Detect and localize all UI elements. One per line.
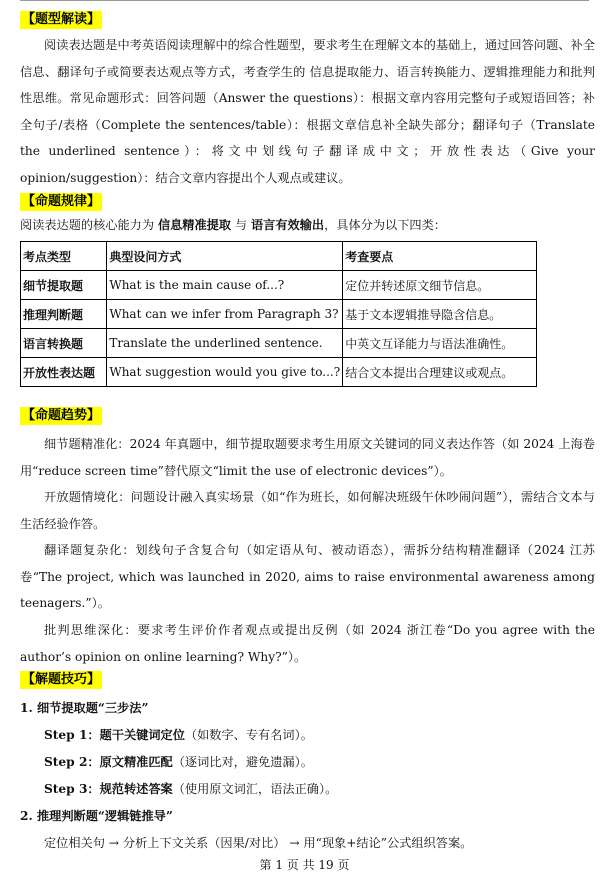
step-key: 原文精准匹配 [99,755,173,769]
table-cell: What can we infer from Paragraph 3? [107,300,343,329]
table-cell: 推理判断题 [21,300,107,329]
intro-paragraph: 阅读表达题是中考英语阅读理解中的综合性题型，要求考生在理解文本的基础上，通过回答问题、补全信息、翻译句子或简要表达观点等方式，考查学生的 信息提取能力、语言转换能力、逻辑推理能力和批判性思维。常见命题形式：回答问题（Answer the questions）：根据文章内容用完整句子或短语回答；补全句子/表格（Complete the sentences/table）：根据文章信息补全缺失部分；翻译句子（Translate the underlined sentence）：将文中划线句子翻译成中文；开放性表达（Give your opinion/suggestion）：结合文章内容提出个人观点或建议。 [20,38,595,185]
trend-paragraph: 批判思维深化：要求考生评价作者观点或提出反例（如 2024 浙江卷“Do you agree with the author’s opinion on online learning? Why?”）。 [20,623,595,664]
table-cell: What suggestion would you give to...? [107,358,343,387]
section-label: 【命题规律】 [22,194,101,209]
table-row [21,358,537,387]
step-note: （逐词比对，避免遗漏）。 [172,755,313,769]
tip-step [20,749,595,776]
question-type-table [20,241,537,387]
trend-paragraph: 开放题情境化：问题设计融入真实场景（如“作为班长，如何解决班级午休吵闹问题”），需结合文本与生活经验作答。 [20,490,595,531]
step-label: Step 1： [44,728,100,742]
pattern-lead-c: 与 [231,218,251,232]
table-cell: 结合文本提出合理建议或观点。 [343,358,537,387]
pattern-lead-bold-1: 信息精准提取 [157,218,232,232]
section-heading-tips [20,668,102,689]
table-header-cell: 考查要点 [343,242,537,271]
step-label: Step 3： [44,782,100,796]
step-key: 题干关键词定位 [99,728,185,742]
pattern-lead-d: ，具体分为以下四类： [324,218,446,232]
page-number: 第 1 页 共 19 页 [259,858,350,872]
table-row [21,300,537,329]
table-header-row [21,242,537,271]
table-row [21,271,537,300]
table-cell: 细节提取题 [21,271,107,300]
section-heading-pattern [20,190,102,211]
table-cell: 语言转换题 [21,329,107,358]
tip-chain: 定位相关句 → 分析上下文关系（因果/对比） → 用“现象+结论”公式组织答案。 [44,836,473,850]
pattern-lead-a: 阅读表达题的核心能力为 [20,218,158,232]
pattern-lead [20,212,595,239]
tip-heading: 1. 细节提取题“三步法” [20,701,149,715]
table-cell: 定位并转述原文细节信息。 [343,271,537,300]
section-heading-trend [20,404,102,425]
table-cell: 开放性表达题 [21,358,107,387]
table-cell: What is the main cause of...? [107,271,343,300]
tip-step [20,722,595,749]
table-header-cell: 典型设问方式 [107,242,343,271]
table-cell: 基于文本逻辑推导隐含信息。 [343,300,537,329]
table-header-cell: 考点类型 [21,242,107,271]
top-rule [20,0,589,1]
pattern-lead-bold-2: 语言有效输出 [251,218,325,232]
section-label: 【解题技巧】 [22,672,101,687]
section-heading-type-read [20,8,102,29]
table-cell: 中英文互译能力与语法准确性。 [343,329,537,358]
trend-paragraph: 翻译题复杂化：划线句子含复合句（如定语从句、被动语态），需拆分结构精准翻译（2024 江苏卷“The project, which was launched in 2020, aims to raise environmental awareness among teenagers.”）。 [20,543,595,610]
step-note: （如数字、专有名词）。 [184,728,313,742]
tip-step [20,776,595,803]
trend-paragraph: 细节题精准化：2024 年真题中，细节提取题要求考生用原文关键词的同义表达作答（如 2024 上海卷用“reduce screen time”替代原文“limit the use of electronic devices”）。 [20,437,595,478]
section-label: 【命题趋势】 [22,408,101,423]
step-key: 规范转述答案 [99,782,173,796]
tips-block [20,695,595,857]
section-label: 【题型解读】 [22,12,101,27]
table-row [21,329,537,358]
table-cell: Translate the underlined sentence. [107,329,343,358]
step-note: （使用原文词汇，语法正确）。 [172,782,338,796]
tip-heading: 2. 推理判断题“逻辑链推导” [20,809,173,823]
step-label: Step 2： [44,755,100,769]
